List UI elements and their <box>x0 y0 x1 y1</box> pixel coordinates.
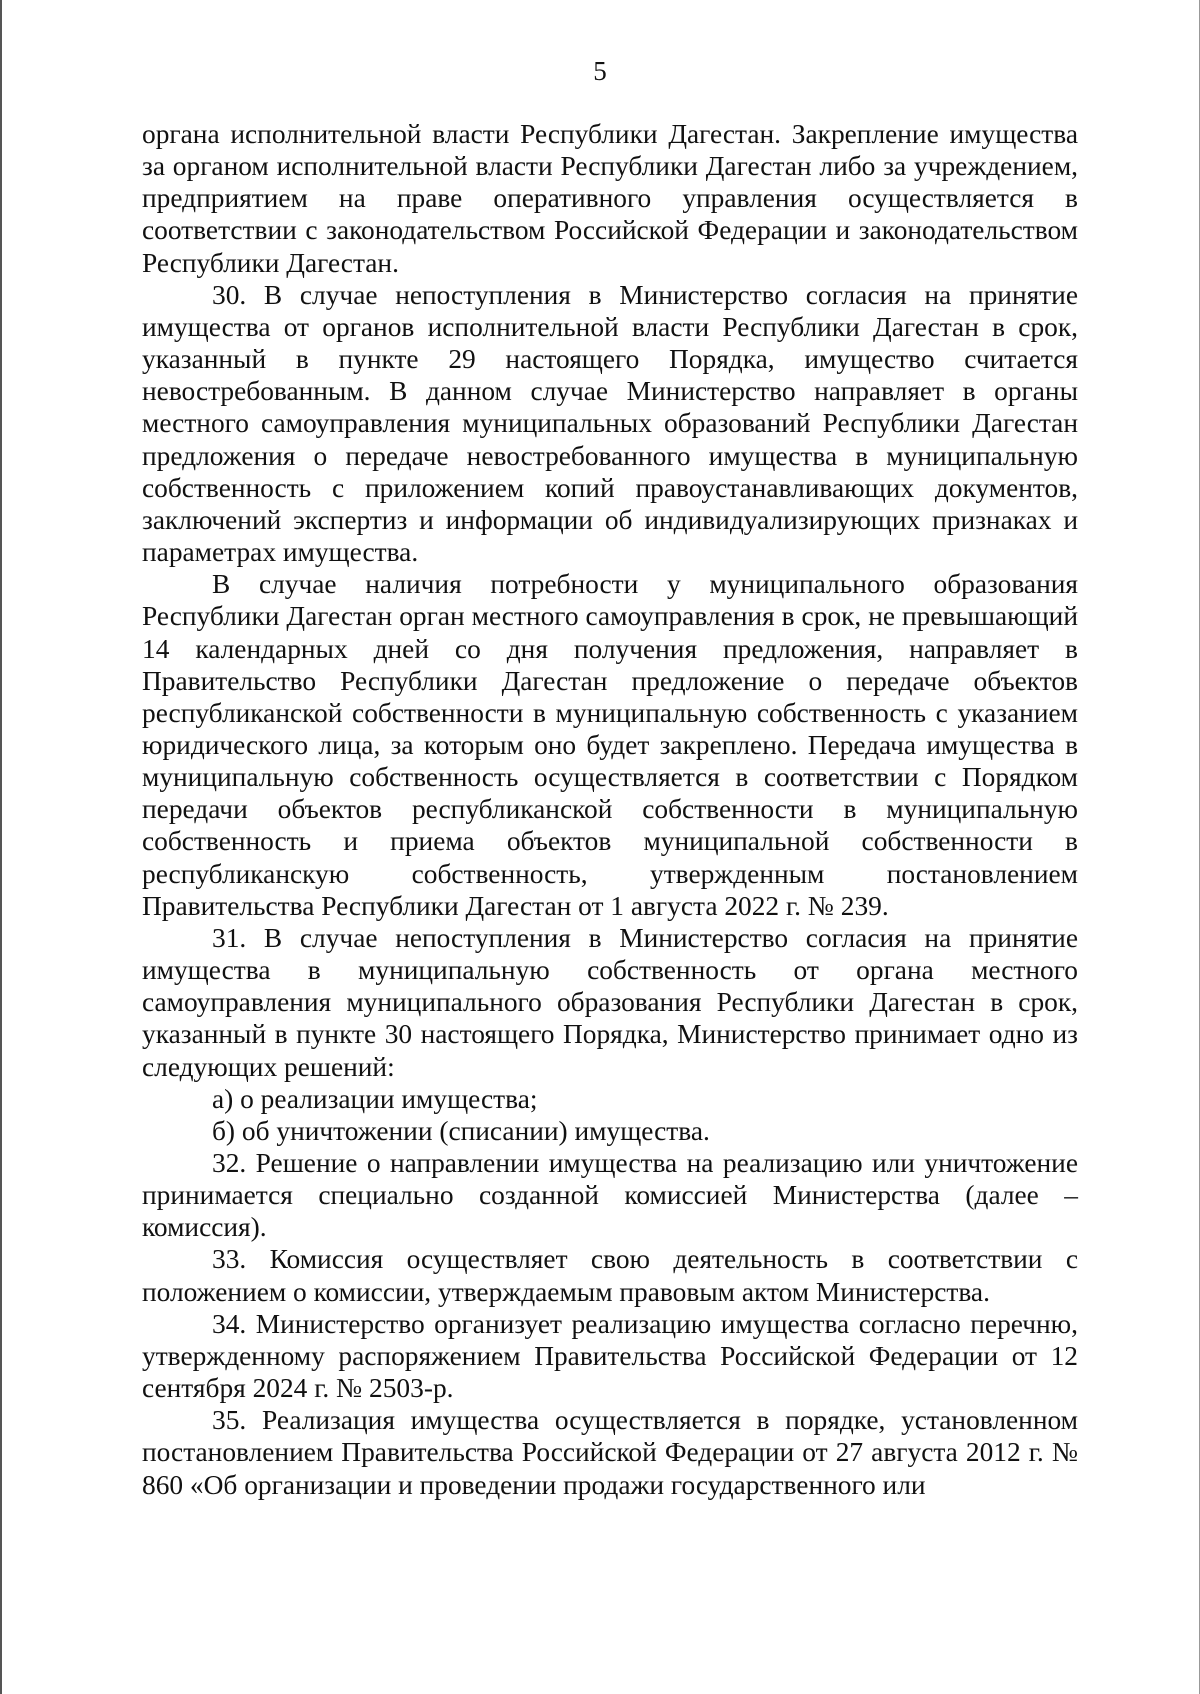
paragraph-item-32: 32. Решение о направлении имущества на реализацию или уничтожение принимается специально созданной комиссией Министерства (далее – комиссия). <box>142 1148 1078 1243</box>
paragraph-item-35: 35. Реализация имущества осуществляется в порядке, установленном постановлением Правительства Российской Федерации от 27 августа 2012 г. № 860 «Об организации и проведении продажи государственного или <box>142 1405 1078 1500</box>
paragraph-item-33: 33. Комиссия осуществляет свою деятельность в соответствии с положением о комиссии, утверждаемым правовым актом Министерства. <box>142 1244 1078 1307</box>
paragraph-item-30: 30. В случае непоступления в Министерство согласия на принятие имущества от органов исполнительной власти Республики Дагестан в срок, указанный в пункте 29 настоящего Порядка, имущество считается невостребованным. В данном случае Министерство направляет в органы местного самоуправления муниципальных образований Республики Дагестан предложения о передаче невостребованного имущества в муниципальную собственность с приложением копий правоустанавливающих документов, заключений экспертиз и информации об индивидуализирующих признаках и параметрах имущества. <box>142 279 1078 568</box>
paragraph-item-31: 31. В случае непоступления в Министерство согласия на принятие имущества в муниципальную собственность от органа местного самоуправления муниципального образования Республики Дагестан в срок, указанный в пункте 30 настоящего Порядка, Министерство принимает одно из следующих решений: <box>142 922 1078 1082</box>
list-item-b: б) об уничтожении (списании) имущества. <box>212 1115 710 1146</box>
paragraph-item-34: 34. Министерство организует реализацию имущества согласно перечню, утвержденному распоряжением Правительства Российской Федерации от 12 сентября 2024 г. № 2503-р. <box>142 1308 1078 1404</box>
page-number: 5 <box>593 56 607 86</box>
page-edge-left <box>0 0 2 1694</box>
paragraph-continuation: органа исполнительной власти Республики Дагестан. Закрепление имущества за органом исполнительной власти Республики Дагестан либо за учреждением, предприятием на праве оперативного управления осуществляется в соответствии с законодательством Российской Федерации и законодательством Республики Дагестан. <box>142 119 1078 278</box>
document-body <box>142 118 1078 1501</box>
list-item-a: а) о реализации имущества; <box>212 1083 538 1114</box>
paragraph-item-30-continued: В случае наличия потребности у муниципального образования Республики Дагестан орган местного самоуправления в срок, не превышающий 14 календарных дней со дня получения предложения, направляет в Правительство Республики Дагестан предложение о передаче объектов республиканской собственности в муниципальную собственность с указанием юридического лица, за которым оно будет закреплено. Передача имущества в муниципальную собственность осуществляется в соответствии с Порядком передачи объектов республиканской собственности в муниципальную собственность и приема объектов муниципальной собственности в республиканскую собственность, утвержденным постановлением Правительства Республики Дагестан от 1 августа 2022 г. № 239. <box>142 569 1078 921</box>
